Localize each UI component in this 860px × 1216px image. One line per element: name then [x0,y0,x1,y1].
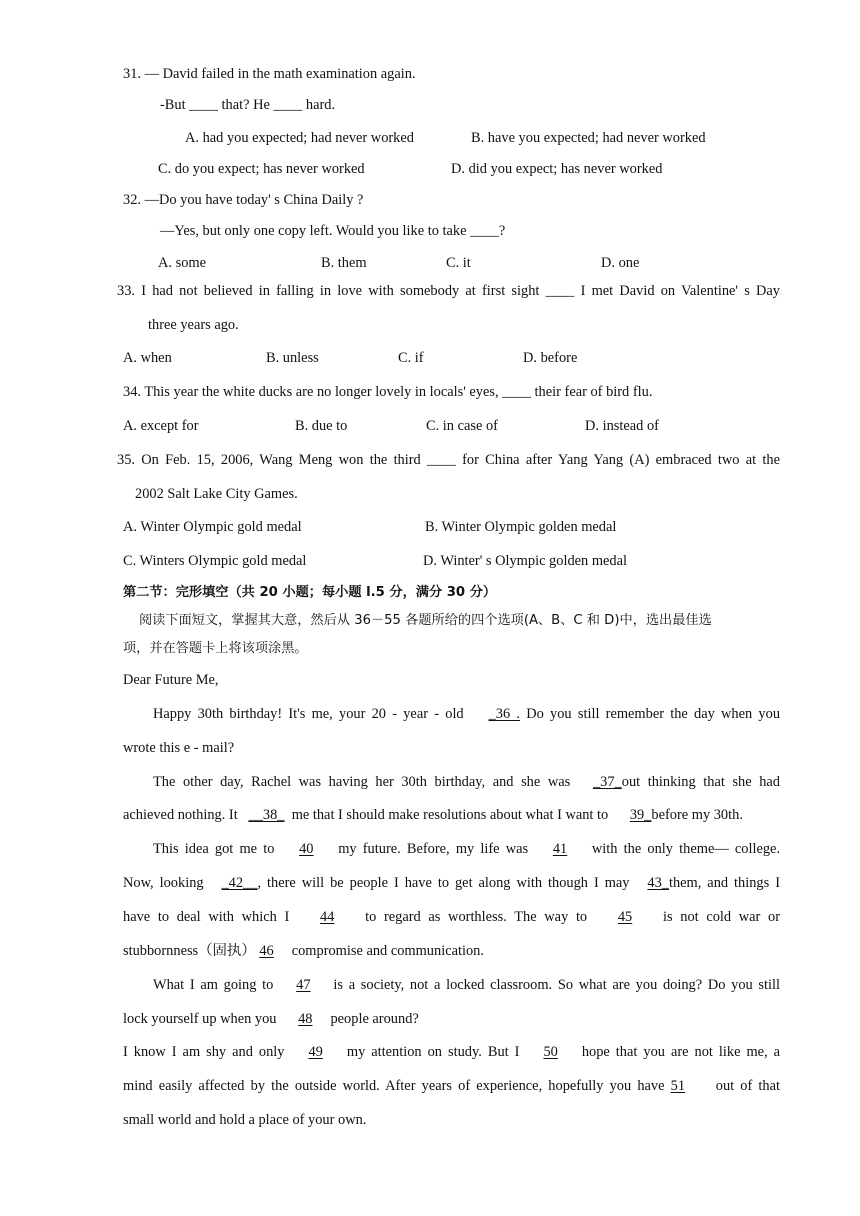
section-instructions-line1: 阅读下面短文，掌握其大意，然后从 36－55 各题所给的四个选项(A、B、C 和 D)中，选出最佳选 [139,613,712,628]
q35-option-b: B. Winter Olympic golden medal [425,519,617,535]
blank-48: 48 [298,1011,313,1027]
section-instructions-line2: 项，并在答题卡上将该项涂黑。 [123,641,308,656]
q35-option-d: D. Winter' s Olympic golden medal [423,553,627,569]
q31-stem: 31. — David failed in the math examination again. [123,66,416,82]
q34-option-c: C. in case of [426,418,498,434]
q31-option-b: B. have you expected; had never worked [471,130,706,146]
q34-option-b: B. due to [295,418,348,434]
passage-line: I know I am shy and only 49 my attention on study. But I 50 hope that you are not like me, a [123,1044,781,1060]
q32-reply: —Yes, but only one copy left. Would you like to take ____? [160,223,506,239]
q32-option-c: C. it [446,255,471,271]
passage-line: lock yourself up when you 48 people around? [123,1011,419,1027]
q34-stem: 34. This year the white ducks are no longer lovely in locals' eyes, ____ their fear of bird flu. [123,384,653,400]
q35-stem-line2: 2002 Salt Lake City Games. [135,486,298,502]
blank-42: _42__ [221,875,258,891]
letter-salutation: Dear Future Me, [123,672,219,688]
blank-41: 41 [552,841,568,857]
q31-option-c: C. do you expect; has never worked [158,161,365,177]
q32-option-b: B. them [321,255,367,271]
blank-38: __38_ [248,807,285,823]
blank-39: 39_ [629,807,652,823]
passage-line: wrote this e - mail? [123,740,235,756]
section-heading: 第二节：完形填空（共 20 小题；每小题 l.5 分，满分 30 分） [123,585,497,600]
passage-line: mind easily affected by the outside world. After years of experience, hopefully you have 51 out of that [123,1078,781,1094]
q31-option-a: A. had you expected; had never worked [185,130,414,146]
blank-47: 47 [296,977,311,993]
q35-option-a: A. Winter Olympic gold medal [123,519,302,535]
q31-reply: -But ____ that? He ____ hard. [160,97,336,113]
passage-line: Now, looking _42__, there will be people I have to get along with though I may 43_them, and things I [123,875,780,891]
blank-51: 51 [670,1078,686,1094]
passage-line: The other day, Rachel was having her 30th birthday, and she was _37_out thinking that she had [153,774,780,790]
q34-option-a: A. except for [123,418,199,434]
q33-stem-line2: three years ago. [148,317,239,333]
q32-option-d: D. one [601,255,640,271]
passage-line: achieved nothing. It __38_ me that I should make resolutions about what I want to 39_before my 30th. [123,807,743,823]
q33-option-d: D. before [523,350,578,366]
passage-line: What I am going to 47 is a society, not a locked classroom. So what are you doing? Do you still [153,977,781,993]
blank-45: 45 [617,909,633,925]
q34-option-d: D. instead of [585,418,659,434]
q33-option-c: C. if [398,350,424,366]
passage-line: have to deal with which I 44 to regard as worthless. The way to 45 is not cold war or [123,909,781,925]
passage-line: stubbornness（固执） 46 compromise and communication. [123,943,484,959]
q31-option-d: D. did you expect; has never worked [451,161,663,177]
q35-option-c: C. Winters Olympic gold medal [123,553,307,569]
blank-36: _36 . [488,706,520,722]
blank-46: 46 [259,943,274,959]
blank-49: 49 [308,1044,323,1060]
q33-stem-line1: 33. I had not believed in falling in love with somebody at first sight ____ I met David on Valentine' s Day [117,283,780,299]
blank-43: 43_ [647,875,669,891]
q33-option-a: A. when [123,350,172,366]
passage-line: This idea got me to 40 my future. Before, my life was 41 with the only theme— college. [153,841,781,857]
blank-37: _37_ [592,774,622,790]
q32-stem: 32. —Do you have today' s China Daily ? [123,192,364,208]
blank-50: 50 [543,1044,558,1060]
q33-option-b: B. unless [266,350,319,366]
blank-44: 44 [319,909,335,925]
q32-option-a: A. some [158,255,206,271]
passage-line: small world and hold a place of your own. [123,1112,367,1128]
blank-40: 40 [299,841,314,857]
q35-stem-line1: 35. On Feb. 15, 2006, Wang Meng won the third ____ for China after Yang Yang (A) embraced two at the [117,452,780,468]
passage-line: Happy 30th birthday! It's me, your 20 - year - old _36 . Do you still remember the day when you [153,706,781,722]
